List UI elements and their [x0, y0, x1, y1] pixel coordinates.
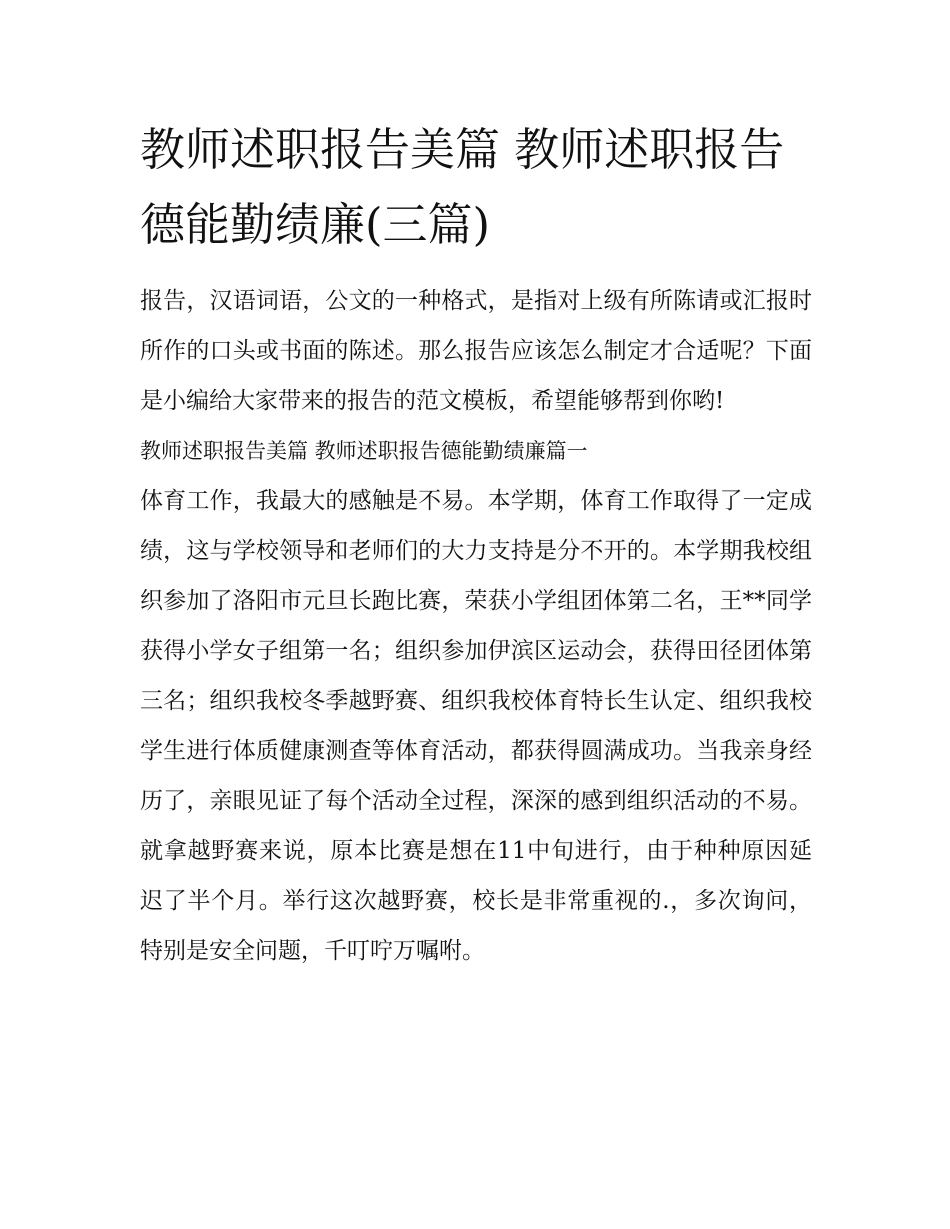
document-title: 教师述职报告美篇 教师述职报告德能勤绩廉(三篇)	[140, 123, 785, 251]
document-page	[140, 112, 812, 976]
body-paragraph: 体育工作，我最大的感触是不易。本学期，体育工作取得了一定成绩，这与学校领导和老师们的大力支持是分不开的。本学期我校组织参加了洛阳市元旦长跑比赛，荣获小学组团体第二名，王**同学获得小学女子组第一名；组织参加伊滨区运动会，获得田径团体第三名；组织我校冬季越野赛、组织我校体育特长生认定、组织我校学生进行体质健康测查等体育活动，都获得圆满成功。当我亲身经历了，亲眼见证了每个活动全过程，深深的感到组织活动的不易。就拿越野赛来说，原本比赛是想在11中旬进行，由于种种原因延迟了半个月。举行这次越野赛，校长是非常重视的.，多次询问，特别是安全问题，千叮咛万嘱咐。	[140, 488, 812, 964]
section-heading: 教师述职报告美篇 教师述职报告德能勤绩廉篇一	[140, 439, 588, 463]
intro-paragraph: 报告，汉语词语，公文的一种格式，是指对上级有所陈请或汇报时所作的口头或书面的陈述。那么报告应该怎么制定才合适呢？下面是小编给大家带来的报告的范文模板，希望能够帮到你哟!	[140, 288, 812, 414]
